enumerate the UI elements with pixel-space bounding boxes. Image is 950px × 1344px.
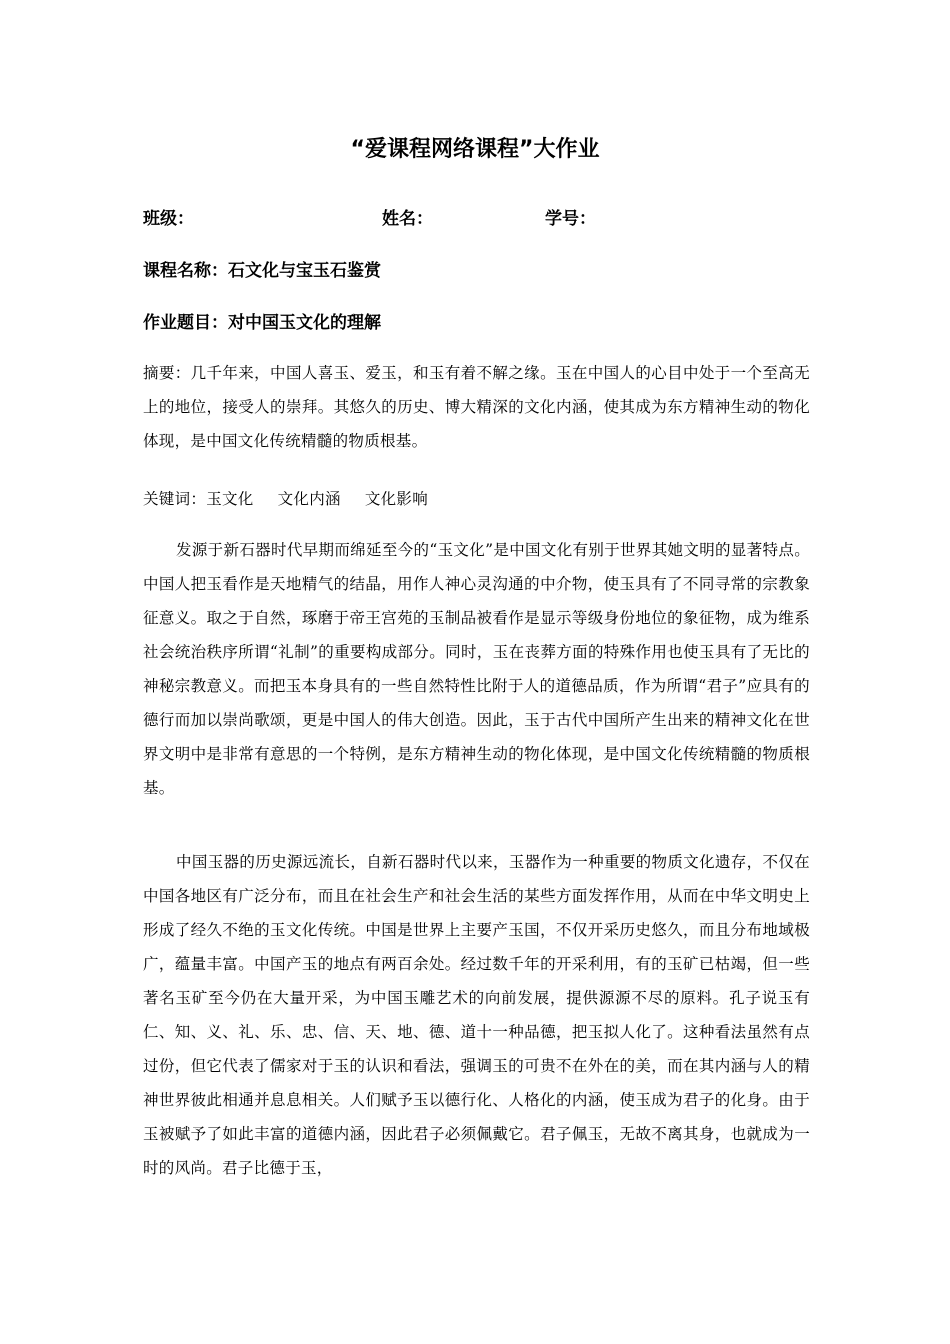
keyword-item: 文化影响	[364, 490, 429, 508]
keyword-item: 玉文化	[206, 490, 254, 508]
student-info-row	[143, 202, 813, 236]
body-paragraph-2: 中国玉器的历史源远流长，自新石器时代以来，玉器作为一种重要的物质文化遗存，不仅在中国各地区有广泛分布，而且在社会生产和社会生活的某些方面发挥作用，从而在中华文明史上形成了经久不绝的玉文化传统。中国是世界上主要产玉国，不仅开采历史悠久，而且分布地域极广，蕴量丰富。中国产玉的地点有两百余处。经过数千年的开采利用，有的玉矿已枯竭，但一些著名玉矿至今仍在大量开采，为中国玉雕艺术的向前发展，提供源源不尽的原料。孔子说玉有仁、知、义、礼、乐、忠、信、天、地、德、道十一种品德，把玉拟人化了。这种看法虽然有点过份，但它代表了儒家对于玉的认识和看法，强调玉的可贵不在外在的美，而在其内涵与人的精神世界彼此相通并息息相关。人们赋予玉以德行化、人格化的内涵，使玉成为君子的化身。由于玉被赋予了如此丰富的道德内涵，因此君子必须佩戴它。君子佩玉，无故不离其身，也就成为一时的风尚。君子比德于玉，	[143, 853, 810, 1177]
body-paragraph-1: 发源于新石器时代早期而绵延至今的“玉文化”是中国文化有别于世界其她文明的显著特点。中国人把玉看作是天地精气的结晶，用作人神心灵沟通的中介物，使玉具有了不同寻常的宗教象征意义。取之于自然，琢磨于帝王宫苑的玉制品被看作是显示等级身份地位的象征物，成为维系社会统治秩序所谓“礼制”的重要构成部分。同时，玉在丧葬方面的特殊作用也使玉具有了无比的神秘宗教意义。而把玉本身具有的一些自然特性比附于人的道德品质，作为所谓“君子”应具有的德行而加以崇尚歌颂，更是中国人的伟大创造。因此，玉于古代中国所产生出来的精神文化在世界文明中是非常有意思的一个特例，是东方精神生动的物化体现，是中国文化传统精髓的物质根基。	[143, 541, 810, 797]
student-id-label: 学号：	[545, 209, 596, 229]
abstract-paragraph: 摘要：几千年来，中国人喜玉、爱玉，和玉有着不解之缘。玉在中国人的心目中处于一个至高无上的地位，接受人的崇拜。其悠久的历史、博大精深的文化内涵，使其成为东方精神生动的物化体现，是中国文化传统精髓的物质根基。	[143, 364, 810, 450]
course-name-line: 课程名称：石文化与宝玉石鉴赏	[143, 261, 381, 281]
keyword-item: 文化内涵	[277, 490, 341, 508]
name-label: 姓名：	[382, 209, 433, 229]
keywords-line	[143, 482, 810, 516]
keywords-label: 关键词：	[143, 490, 207, 508]
class-label: 班级：	[143, 209, 194, 229]
document-title: “爱课程网络课程”大作业	[350, 137, 600, 162]
assignment-topic-line: 作业题目：对中国玉文化的理解	[143, 313, 381, 333]
